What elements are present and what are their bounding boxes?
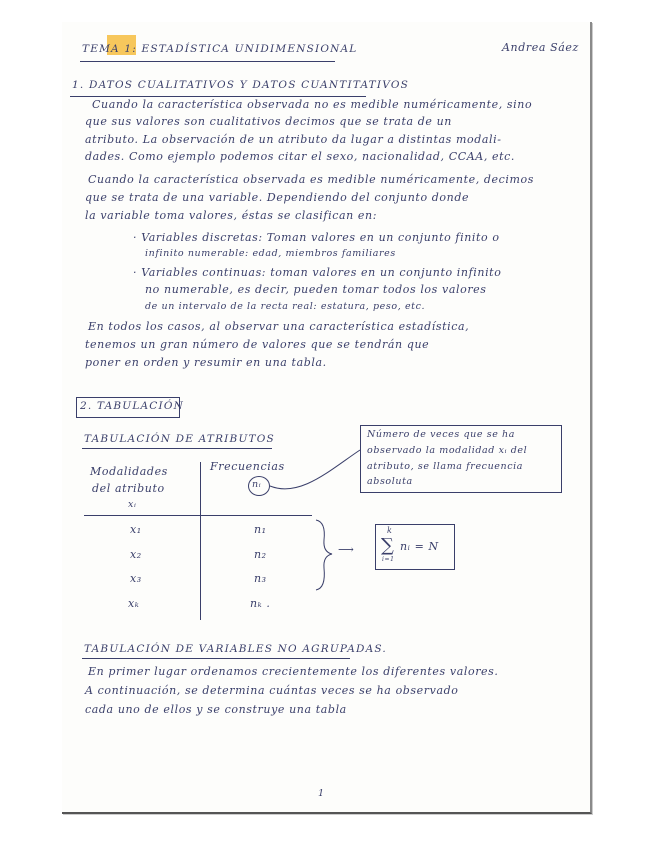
formula-body: nᵢ = N: [400, 540, 439, 553]
bullet-discrete: infinito numerable: edad, miembros familiares: [145, 248, 396, 259]
para3-line: poner en orden y resumir en una tabla.: [85, 356, 327, 369]
arrow-icon: ⟶: [338, 543, 355, 556]
para4-line: En primer lugar ordenamos crecientemente los diferentes valores.: [88, 665, 499, 678]
bullet-discrete: · Variables discretas: Toman valores en un conjunto finito o: [133, 231, 500, 244]
table-row-x: x₂: [130, 548, 142, 561]
right-brace: [316, 520, 332, 590]
para3-line: En todos los casos, al observar una característica estadística,: [88, 320, 470, 333]
table-row-n: n₃: [254, 572, 267, 585]
page-number: 1: [318, 788, 325, 799]
bullet-continuous: · Variables continuas: toman valores en un conjunto infinito: [133, 266, 502, 279]
para1-line: dades. Como ejemplo podemos citar el sexo, nacionalidad, CCAA, etc.: [85, 150, 515, 163]
formula-lower-limit: i=1: [382, 556, 395, 563]
para1-line: atributo. La observación de un atributo da lugar a distintas modali-: [85, 133, 502, 146]
section2-heading: 2. TABULACIÓN: [80, 400, 185, 412]
table-row-x: xₖ: [128, 597, 140, 610]
note-box-line: Número de veces que se ha: [367, 429, 516, 440]
section1-heading: 1. DATOS CUALITATIVOS Y DATOS CUANTITATIVOS: [72, 79, 410, 91]
note-box-line: absoluta: [367, 476, 413, 487]
note-box-line: observado la modalidad xᵢ del: [367, 445, 528, 456]
table-row-n: nₖ .: [250, 597, 271, 610]
table-col1-header: Modalidades: [90, 465, 168, 478]
tabulation-attributes-heading: TABULACIÓN DE ATRIBUTOS: [84, 433, 275, 445]
table-col2-header: Frecuencias: [210, 460, 285, 473]
table-col1-header: del atributo: [92, 482, 165, 495]
para4-line: A continuación, se determina cuántas veces se ha observado: [85, 684, 459, 697]
table-row-n: n₂: [254, 548, 267, 561]
table-col1-header: xᵢ: [128, 499, 137, 510]
bullet-continuous: no numerable, es decir, pueden tomar todos los valores: [145, 283, 487, 296]
para2-line: Cuando la característica observada es medible numéricamente, decimos: [88, 173, 535, 186]
tabulation-variables-heading: TABULACIÓN DE VARIABLES NO AGRUPADAS.: [84, 643, 387, 655]
table-row-x: x₃: [130, 572, 142, 585]
sigma-symbol: ∑: [381, 535, 395, 556]
formula-upper-limit: k: [387, 526, 393, 535]
note-connector-curve: [270, 450, 360, 489]
para1-line: Cuando la característica observada no es medible numéricamente, sino: [92, 98, 533, 111]
table-row-x: x₁: [130, 523, 142, 536]
table-col2-sub: nᵢ: [252, 479, 262, 490]
page-title: TEMA 1: ESTADÍSTICA UNIDIMENSIONAL: [82, 43, 358, 55]
note-box-line: atributo, se llama frecuencia: [367, 461, 524, 472]
author-name: Andrea Sáez: [502, 41, 579, 54]
table-row-n: n₁: [254, 523, 267, 536]
subheading2-underline: [82, 658, 350, 659]
para4-line: cada uno de ellos y se construye una tabla: [85, 703, 347, 716]
para3-line: tenemos un gran número de valores que se tendrán que: [85, 338, 430, 351]
para2-line: que se trata de una variable. Dependiendo del conjunto donde: [85, 191, 470, 204]
para1-line: que sus valores son cualitativos decimos que se trata de un: [85, 115, 452, 128]
para2-line: la variable toma valores, éstas se clasifican en:: [85, 209, 378, 222]
bullet-continuous: de un intervalo de la recta real: estatura, peso, etc.: [145, 301, 426, 312]
